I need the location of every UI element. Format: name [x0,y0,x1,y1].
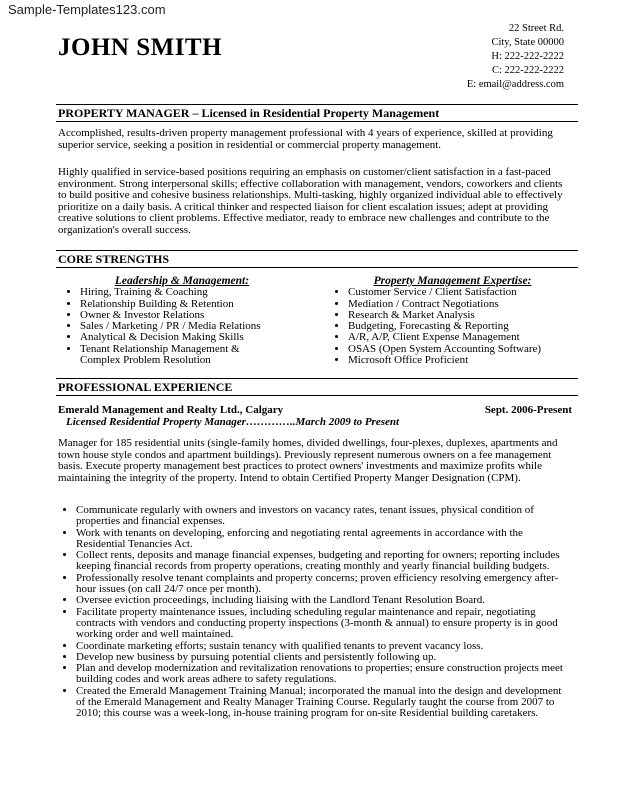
list-item: • A/R, A/P, Client Expense Management [348,332,575,343]
job-header [58,404,572,428]
expertise-column [330,276,575,366]
contact-block [467,22,564,92]
list-item: • Customer Service / Client Satisfaction [348,287,575,298]
list-item: • Oversee eviction proceedings, including liaising with the Landlord Tenant Resolution Board. [76,595,572,606]
list-item: • Communicate regularly with owners and investors on vacancy rates, tenant issues, physical condition of properties and financial expenses. [76,505,572,528]
duties-list [58,505,572,720]
home-phone: H: 222-222-2222 [491,51,564,62]
list-item: • Sales / Marketing / PR / Media Relations [80,321,302,332]
company-name: Emerald Management and Realty Ltd., Calgary [58,404,284,416]
list-item: • Relationship Building & Retention [80,299,302,310]
list-item: • Work with tenants on developing, enforcing and negotiating rental agreements in accordance with the Residential Tenancies Act. [76,528,572,551]
list-item: • Hiring, Training & Coaching [80,287,302,298]
list-item: • OSAS (Open System Accounting Software) [348,344,575,355]
list-item: • Professionally resolve tenant complaints and property concerns; proven efficiency resolving emergency after-hour issues (on call 24/7 once per month). [76,573,572,596]
list-item: • Facilitate property maintenance issues, including scheduling regular maintenance and repair, negotiating contracts with vendors and conducting property inspections (3-month & annual) to ensure property is in good working order and well maintained. [76,607,572,641]
candidate-name: JOHN SMITH [58,34,223,61]
list-item: • Owner & Investor Relations [80,310,302,321]
title-bar: PROPERTY MANAGER – Licensed in Residential Property Management [56,104,578,122]
core-strengths-heading: CORE STRENGTHS [56,250,578,268]
list-item: • Analytical & Decision Making Skills [80,332,302,343]
list-item: • Coordinate marketing efforts; sustain tenancy with qualified tenants to prevent vacancy loss. [76,641,572,652]
summary-paragraph-2: Highly qualified in service-based positions requiring an emphasis on customer/client satisfaction in a fast-paced environment. Strong interpersonal skills; effective collaboration with management, vendors, coworkers and clients to build positive and cohesive business relationships. Multi-tasking, highly organized individual able to effectively prioritize on a daily basis. A critical thinker and respected liaison for client escalation issues; adept at providing creative solutions to client problems. Effective mediator, ready to embrace new challenges and contribute to the organization's overall success. [58,166,563,236]
list-item: • Plan and develop modernization and revitalization renovations to properties; ensure construction projects meet building codes and work areas adhere to safety regulations. [76,663,572,686]
list-item: • Collect rents, deposits and manage financial expenses, budgeting and reporting for owners; reporting includes keeping financial records from property operations, creating monthly and yearly financial building budgets. [76,550,572,573]
expertise-list [330,287,575,366]
summary-paragraph-1: Accomplished, results-driven property management professional with 4 years of experience, skilled at providing superior service, seeking a position in residential or commercial property management. [58,127,553,151]
leadership-title: Leadership & Management: [114,275,250,287]
list-item: • Develop new business by pursuing potential clients and persistently following up. [76,652,572,663]
list-item: • Mediation / Contract Negotiations [348,299,575,310]
list-item: • Research & Market Analysis [348,310,575,321]
address-city: City, State 00000 [491,37,564,48]
experience-heading: PROFESSIONAL EXPERIENCE [56,378,578,396]
job-description: Manager for 185 residential units (single-family homes, divided dwellings, four-plexes, duplexes, apartments and town house style condos and apartment buildings). Previously represent numerous owners on a fee management basis. Execute property management best practices to protect owners' investments and maximize profits while maintaining the integrity of the property. Intend to obtain Certified Property Manger Designation (CPM). [58,437,558,484]
watermark: Sample-Templates123.com [8,2,166,17]
address-street: 22 Street Rd. [508,23,564,34]
list-item: • Tenant Relationship Management & Complex Problem Resolution [80,344,302,367]
cell-phone: C: 222-222-2222 [491,65,564,76]
list-item: • Microsoft Office Proficient [348,355,575,366]
list-item: • Budgeting, Forecasting & Reporting [348,321,575,332]
expertise-title: Property Management Expertise: [373,275,532,287]
email: E: email@address.com [466,79,564,90]
leadership-list [62,287,302,366]
duties-block [58,505,572,720]
list-item: • Created the Emerald Management Training Manual; incorporated the manual into the design and development of the Emerald Management and Realty Manager Training Course. Regularly taught the course from 2007 to 2010; this course was a week-long, in-house training program for on-site Residential building caretakers. [76,686,572,720]
position-line: Licensed Residential Property Manager…………..March 2009 to Present [66,416,400,428]
leadership-column [62,276,302,366]
job-dates: Sept. 2006-Present [484,404,572,416]
